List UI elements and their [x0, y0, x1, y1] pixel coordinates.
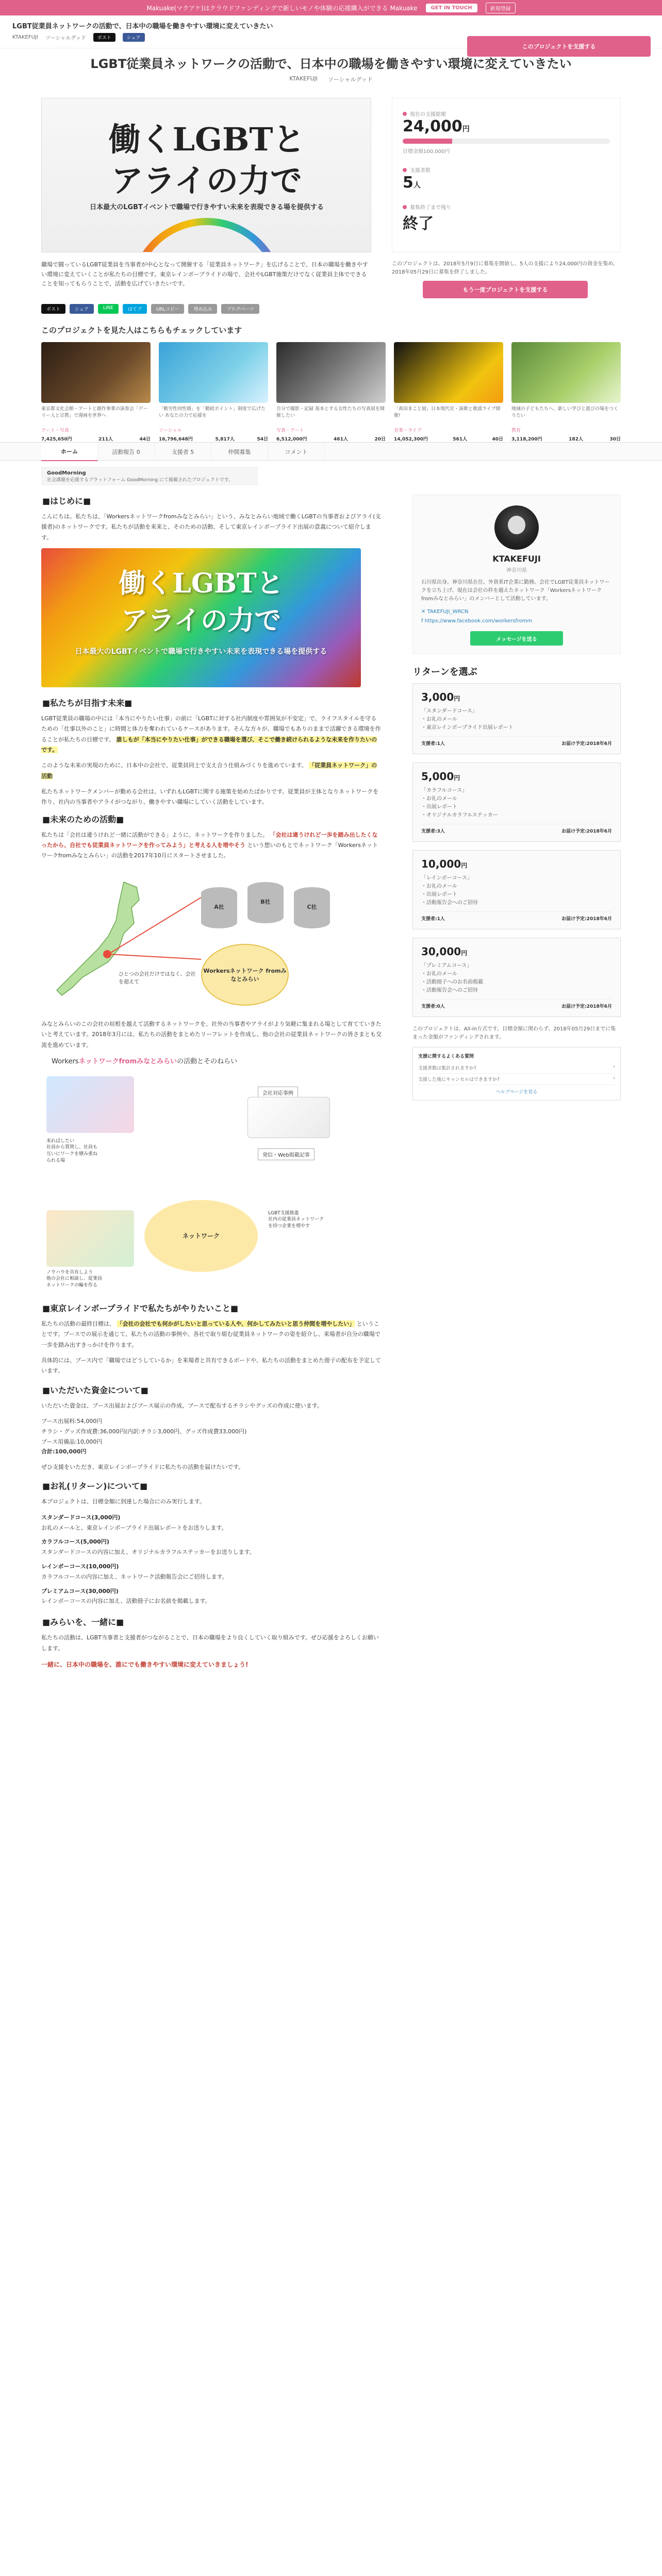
case-study-label: 会社対応事例 [258, 1087, 298, 1098]
return-item: カラフルコース(5,000円) スタンダードコースの内容に加え、オリジナルカラフルステッカーをお送りします。 [41, 1538, 255, 1556]
backers-count: 5人 [403, 174, 421, 192]
section-fund-text: いただいた資金は、ブース出展およびブース展示の作成、ブースで配布するチラシやグッズの作成に使います。 [41, 1402, 323, 1409]
raised-label: 現在の支援総額 [403, 110, 610, 117]
reward-desc: 「プレミアムコース」 ・お礼のメール ・活動冊子へのお名前掲載 ・活動報告会へのご招待 [421, 963, 483, 993]
fund-item: ブース用備品:10,000円 [41, 1438, 103, 1445]
map-caption: ひとつの会社だけではなく、会社を超えて [119, 971, 196, 985]
goal-highlight1: 誰しもが「本当にやりたい仕事」ができる職場を選び、そこで働き続けられるような未来を作りたいのです。 [41, 736, 377, 754]
share-url-copy-button[interactable]: URLコピー [151, 304, 185, 314]
header-category[interactable]: ソーシャルグッド [45, 36, 86, 41]
section-activity-text: 私たちは「会社は違うけれど一緒に活動ができる」ように、ネットワークを作りました。 「会社は違うけれど一歩を踏み出したくなったから、自社でも従業員ネットワークを作ってみよう」と考える人を増やそう という想いのもとでネットワーク「Workersネットワークfromみなとみらい」の活動を2017年10月にスタートさせました。 [41, 831, 378, 859]
map-pointer-lines [93, 882, 206, 964]
company-c-icon: C社 [294, 887, 330, 928]
faq-title: 支援に関するよくある質問 [418, 1054, 474, 1059]
reward-price: 5,000円 [421, 770, 460, 783]
profile-links [421, 607, 612, 626]
backers-label: 支援者数 [403, 166, 610, 174]
owner-line [0, 75, 662, 83]
company-b-icon: B社 [247, 882, 284, 923]
recommend-card-meta: 7,425,650円 211人 44日 [41, 437, 151, 442]
hero-image [41, 98, 371, 252]
return-item: スタンダードコース(3,000円) お礼のメールと、東京レインボープライド出展レポートをお送りします。 [41, 1514, 227, 1531]
people-illustration-2 [46, 1210, 134, 1267]
recommend-card[interactable] [41, 342, 151, 442]
header-meta [12, 33, 145, 42]
diagram-desc-3: LGBT支援推進 社内の従業員ネットワーク を持つ企業を増やす [268, 1210, 324, 1229]
project-category[interactable]: ソーシャルグッド [327, 76, 373, 83]
reward-meta: 支援者:3人 お届け予定:2018年6月 [421, 824, 612, 834]
reward-desc: 「レインボーコース」 ・お礼のメール ・出展レポート ・活動報告会へのご招待 [421, 875, 478, 906]
section-intro-text: こんにちは。私たちは、「Workersネットワークfromみなとみらい」という、みなとみらい地域で働くLGBTの当事者およびアライ(支援者)のネットワークです。私たちが活動を来来と、そのための活動、そして東京レインボープライド出展の意義について紹介します。 [41, 513, 381, 541]
trp-highlight: 「会社の会社でも何かがしたいと思っている人や、何かしてみたいと思う仲間を増やしたい」 [117, 1320, 355, 1327]
section-goal-text3: 私たちネットワークメンバーが勤める会社は、いずれもLGBTに関する施策を始めたばかりです。従業員が主体となりネットワークを作り、社内の当事者やアライがつながり、働きやすい職場にしていく活動をしています。 [41, 788, 379, 806]
send-message-button[interactable]: メッセージを送る [470, 631, 563, 646]
section-trp-text2: 具体的には、ブース内で「職場ではどうしているか」を来場者と共有できるボードや、私たちの活動をまとめた冊子の配布を予定しています。 [41, 1357, 381, 1375]
recommend-card-category: 写真・アート [276, 428, 304, 433]
section-return-heading: ■お礼(リターン)について■ [42, 1481, 148, 1492]
lgbt-image-subtitle: 日本最大のLGBTイベントで職場で行きやすい未来を表現できる場を提供する [75, 648, 327, 656]
share-facebook-button[interactable]: シェア [70, 304, 94, 314]
reward-desc: 「カラフルコース」 ・お礼のメール ・出展レポート ・オリジナルカラフルステッカー [421, 788, 498, 818]
tab-backers[interactable]: 支援者 5 [155, 443, 211, 461]
activity-highlight: 「会社は違うけれど一歩を踏み出したくなったから、自社でも従業員ネットワークを作ってみよう」と考える人を増やそう [41, 831, 378, 849]
hero-subtitle: 日本最大のLGBTイベントで職場で行きやすい未来を表現できる場を提供する [90, 204, 324, 211]
post-button[interactable]: ポスト [93, 33, 115, 42]
return-item: プレミアムコース(30,000円) レインボーコースの内容に加え、活動冊子にお名前を掲載します。 [41, 1587, 211, 1605]
reward-price: 10,000円 [421, 858, 468, 870]
help-link[interactable]: ヘルプページを見る [495, 1090, 538, 1095]
recommend-list [41, 342, 621, 442]
facebook-icon: f [421, 618, 425, 624]
share-line-button[interactable]: LINE [98, 304, 119, 314]
support-again-button[interactable]: もう一度プロジェクトを支援する [423, 281, 588, 298]
reward-meta: 支援者:1人 お届け予定:2018年6月 [421, 736, 612, 747]
funding-stats [392, 98, 621, 252]
section-activity-heading: ■未来のための活動■ [42, 814, 124, 824]
lgbt-rainbow-image [41, 548, 361, 687]
company-a-icon: A社 [201, 887, 237, 928]
section-together-text: 私たちの活動は、LGBT当事者と支援者がつながることで、日本の職場をより良くしていく取り組みです。ぜひ応援をよろしくお願いします。 [41, 1634, 379, 1652]
raised-amount: 24,000円 [403, 117, 470, 135]
reward-price: 30,000円 [421, 945, 468, 958]
goal-amount: 目標金額100,000円 [403, 149, 450, 155]
fund-total: 合計:100,000円 [41, 1448, 87, 1455]
allin-note: このプロジェクトは、All-in方式です。目標金額に関わらず、2018年05月29日までに集まった金額がファンディングされます。 [412, 1026, 616, 1040]
web-article-label: 発信・Web掲載記事 [258, 1148, 315, 1160]
network-map-diagram [41, 867, 361, 1011]
project-tabs [0, 442, 662, 461]
tab-activity[interactable]: 活動報告 0 [98, 443, 155, 461]
header-title: LGBT従業員ネットワークの活動で、日本中の職場を働きやすい環境に変えていきたい [12, 23, 273, 30]
recommend-title: このプロジェクトを見た人はこちらもチェックしています [41, 326, 242, 335]
hero-line2: アライの力で [111, 162, 303, 199]
top-banner [0, 0, 662, 15]
reward-meta: 支援者:0人 お届け予定:2018年6月 [421, 999, 612, 1009]
section-intro-heading: ■はじめに■ [42, 496, 91, 506]
recommend-thumb [159, 342, 268, 403]
header [0, 15, 662, 48]
reward-card[interactable] [412, 938, 621, 1017]
recommend-card-meta: 14,052,300円 561人 40日 [394, 437, 503, 442]
recommend-card-title: 東京都文化会館・アートと創作事業の演奏会「ゲーリー人と宗教」で漫画を世界へ [41, 406, 148, 418]
share-button[interactable]: シェア [123, 33, 145, 42]
tab-recruit[interactable]: 仲間募集 [211, 443, 268, 461]
profile-location: 神奈川県 [506, 568, 527, 573]
facebook-link[interactable]: f https://www.facebook.com/workersfromm [421, 618, 533, 624]
chevron-right-icon: › [613, 1076, 615, 1081]
recommend-card-category: 音楽・ライブ [394, 428, 422, 433]
recommend-card[interactable] [394, 342, 503, 442]
recommend-card[interactable] [159, 342, 268, 442]
diagram-desc-2: ノウハウを共有しよう 他の会社に相談し、従業員 ネットワークの輪を作る [46, 1269, 103, 1289]
goal-highlight2: 「従業員ネットワーク」の活動 [41, 762, 377, 779]
profile-bio: 石川県出身。神奈川県在住。外資系IT企業に勤務。会社でLGBT従業員ネットワークを立ち上げ、現在は会社の枠を越えたネットワーク「Workersネットワークfromみなとみらい」のメンバーとして活動しています。 [421, 580, 610, 602]
closing-message: 一緒に、日本中の職場を、誰にでも働きやすい環境に変えていきましょう! [41, 1660, 249, 1668]
activity-aim-diagram [41, 1056, 361, 1293]
recommend-card-title: 地域の子どもたちへ、新しい学びと遊びの場をつくりたい [511, 406, 619, 418]
support-project-button[interactable]: このプロジェクトを支援する [467, 36, 651, 57]
reward-price: 3,000円 [421, 691, 460, 703]
section-trp-heading: ■東京レインボープライドで私たちがやりたいこと■ [42, 1303, 239, 1313]
remaining-value: 終了 [403, 215, 434, 233]
reward-card[interactable] [412, 850, 621, 929]
section-goal-heading: ■私たちが目指す未来■ [42, 698, 133, 708]
owner-profile [412, 495, 621, 654]
project-summary: 職場で闘っているLGBT従業員を当事者が中心となって開催する「従業員ネットワーク」を広げることで、日本の職場を働きやすい環境に変えていくことが私たちの目標です。東京レインボープライドの場で、会社やLGBT施策だけでなく従業員主体でできることを知ってもらうことで、活動を広げていきたいです。 [41, 261, 368, 287]
rewards-title: リターンを選ぶ [412, 667, 477, 677]
lgbt-image-line1: 働くLGBTと [119, 568, 284, 600]
header-owner[interactable]: KTAKEFUJI [12, 35, 38, 40]
section-together-heading: ■みらいを、一緒に■ [42, 1617, 124, 1628]
recommend-card-meta: 6,512,000円 461人 20日 [276, 437, 386, 442]
share-embed-button[interactable]: 埋め込み [188, 304, 217, 314]
reward-card[interactable] [412, 683, 621, 754]
recommend-thumb [394, 342, 503, 403]
diagram-desc-1: 来ればしたい 社員から質問し、社員も 互いにワークを積み重ね られる場 [46, 1138, 98, 1163]
recommend-card-meta: 3,118,200円 182人 30日 [511, 437, 621, 442]
lgbt-image-line2: アライの力で [121, 605, 282, 637]
recommend-thumb [41, 342, 151, 403]
share-buttons [41, 304, 259, 314]
section-trp-text1: 私たちの活動の最終目標は、 「会社の会社でも何かがしたいと思っている人や、何かしてみたいと思う仲間を増やしたい」 ということです。ブースでの展示を通じて、私たちの活動の事例や、各社で取り組む従業員ネットワークの姿を紹介し、来場者が自分の職場で一歩を踏み出すきっかけを作ります。 [41, 1320, 380, 1348]
funding-progress [403, 139, 610, 144]
diagram-title: Workersネットワークfromみなとみらいの活動とそのねらい [52, 1057, 238, 1065]
project-body [41, 495, 382, 1675]
tab-comments[interactable]: コメント [268, 443, 325, 461]
section-return-text: 本プロジェクトは、目標金額に到達した場合にのみ実行します。 [41, 1498, 205, 1505]
people-illustration-1 [46, 1076, 134, 1133]
sidebar [412, 495, 621, 1100]
banner-text: Makuake(マクアケ)はクラウドファンディングで新しいモノや体験の応援購入ができる Makuake [146, 4, 418, 12]
rainbow-arc [129, 218, 284, 252]
recommend-thumb [511, 342, 621, 403]
fund-item: チラシ・グッズ作成費:36,000円(内訳:チラシ3,000円、グッズ作成費33,000円) [41, 1428, 247, 1435]
project-title: LGBT従業員ネットワークの活動で、日本中の職場を働きやすい環境に変えていきたい [90, 57, 572, 71]
section-goal-text1: LGBT従業員の職場の中には「本当にやりたい仕事」の前に「LGBTに対する社内制度や雰囲気が不安定」で、ライフスタイルを守るための「仕事以外のこと」に時間と体力を奪われているケースがあります。そんな方々が、職場でもありのままで活躍できる環境を作ることが私たちの目標です。 誰しもが「本当にやりたい仕事」ができる職場を選び、そこで働き続けられるような未来を作りたいのです。 [41, 715, 381, 754]
share-blogparts-button[interactable]: ブログパーツ [221, 304, 259, 314]
avatar[interactable] [494, 505, 539, 550]
recommend-card-meta: 16,796,648円 5,817人 54日 [159, 437, 268, 442]
goodmorning-notice [41, 467, 258, 485]
section-goal-text2: このような未来の実現のために、日本中の会社で、従業員同士で支え合う仕組みづくりを進めています。 「従業員ネットワーク」の活動 [41, 762, 377, 779]
chevron-right-icon: › [613, 1064, 615, 1070]
recommend-card-category: アート・写真 [41, 428, 69, 433]
office-illustration [247, 1097, 330, 1138]
recommend-card[interactable] [511, 342, 621, 442]
network-ring: ネットワーク [144, 1200, 258, 1272]
project-status-note: このプロジェクトは、2018年5月9日に募集を開始し、5人の支援により24,000円の資金を集め、2018年05月29日に募集を終了しました。 [392, 261, 618, 275]
network-circle: Workersネットワーク fromみなとみらい [201, 944, 289, 1006]
remaining-label: 募集終了まで残り [403, 203, 610, 211]
reward-desc: 「スタンダードコース」 ・お礼のメール ・東京レインボープライド出展レポート [421, 708, 514, 731]
recommend-card-title: 「勤労性同性婚」を「勤続ポイント」制度で広げたい あなたの力で応援を [159, 406, 266, 418]
twitter-link[interactable]: ✕ TAKEFUJI_WRCN [421, 609, 469, 615]
section-fund-text2: ぜひ支援をいただき、東京レインボープライドに私たちの活動を届けたいです。 [41, 1464, 244, 1471]
owner-name[interactable]: KTAKEFUJI [289, 75, 318, 82]
fund-item: ブース出展料:54,000円 [41, 1417, 103, 1425]
return-item: レインボーコース(10,000円) カラフルコースの内容に加え、ネットワーク活動報告会にご招待します。 [41, 1563, 228, 1580]
share-hatena-button[interactable]: はてブ [123, 304, 147, 314]
recommend-card-title: 自分で撮影・記録 基本とする女性たちの写真展を開催したい [276, 406, 385, 418]
register-button[interactable]: 新規登録 [486, 3, 516, 13]
recommend-card-category: ソーシャル [159, 428, 182, 433]
recommend-card-category: 教育 [511, 428, 521, 433]
faq-box [412, 1047, 621, 1100]
tab-home[interactable]: ホーム [41, 443, 98, 461]
recommend-thumb [276, 342, 386, 403]
goodmorning-text: 社会課題を応援するプラットフォーム GoodMorning にて掲載されたプロジェクトです。 [47, 478, 234, 483]
share-post-button[interactable]: ポスト [41, 304, 65, 314]
reward-meta: 支援者:1人 お届け予定:2018年6月 [421, 911, 612, 922]
section-fund-heading: ■いただいた資金について■ [42, 1385, 148, 1395]
hero-line1: 働くLGBTと [108, 121, 305, 158]
twitter-icon: ✕ [421, 609, 427, 615]
recommend-card[interactable] [276, 342, 386, 442]
recommend-card-title: 「真田まこと展」日本現代史・演歌と歌謡ライブ開催! [394, 406, 501, 418]
profile-name[interactable]: KTAKEFUJI [492, 554, 541, 564]
section-activity-text2: みなとみらいのこの会社の垣根を越えて活動するネットワークを、社外の当事者やアライがより気軽に集まれる場として育てていきたいと考えています。2018年3月には、私たちの活動をまとめたリーフレットを作成し、他の会社の従業員ネットワークの皆さまとも交流を進めています。 [41, 1020, 382, 1048]
goodmorning-title: GoodMorning [47, 470, 86, 476]
faq-item[interactable]: 支援した後にキャンセルはできますか? › [418, 1074, 615, 1085]
faq-item[interactable]: 支援者数は集計されますか? › [418, 1062, 615, 1074]
get-in-touch-button[interactable]: GET IN TOUCH [426, 4, 477, 12]
reward-card[interactable] [412, 762, 621, 842]
